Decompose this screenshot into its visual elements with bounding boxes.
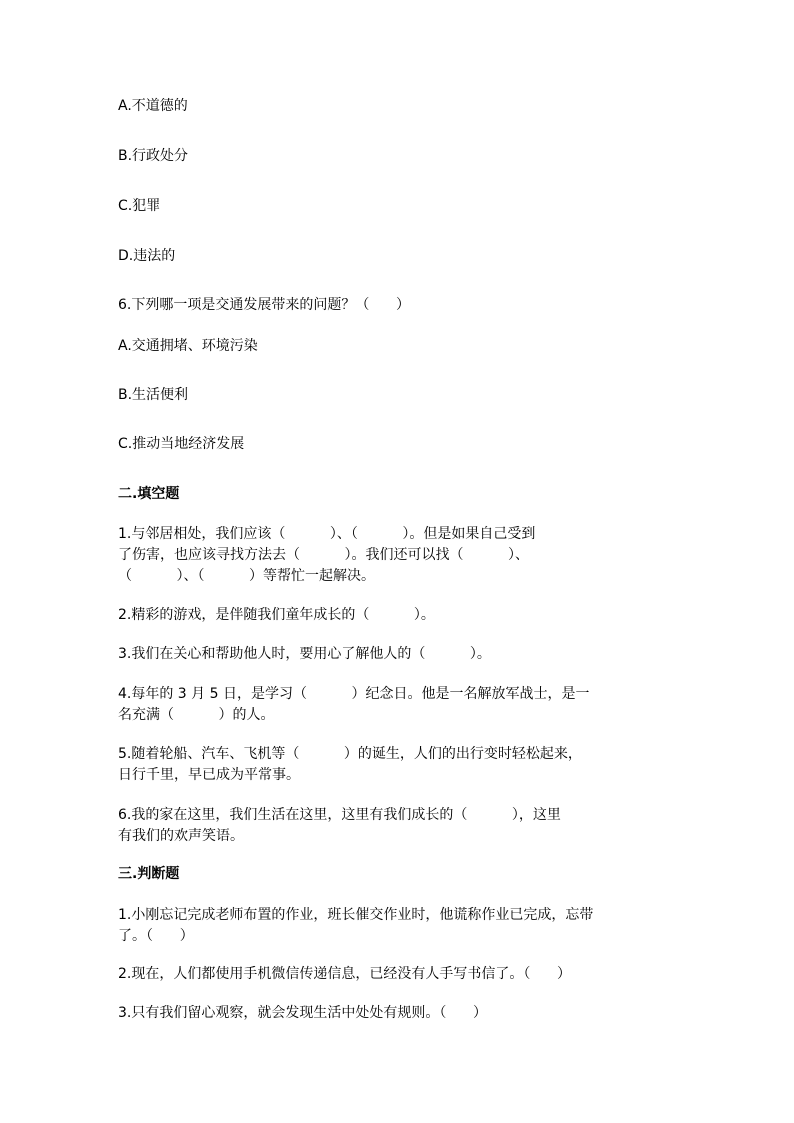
fill-5-line-2: 日行千里，早已成为平常事。	[118, 767, 300, 783]
q5-option-c: C.犯罪	[118, 198, 161, 214]
judge-1-line-2: 了。（ ）	[118, 928, 194, 944]
fill-1-line-2: 了伤害，也应该寻找方法去（ ）。我们还可以找（ ）、	[118, 547, 530, 563]
q6-stem: 6.下列哪一项是交通发展带来的问题？（ ）	[118, 297, 411, 313]
fill-1-line-1: 1.与邻居相处，我们应该（ ）、（ ）。但是如果自己受到	[118, 526, 536, 542]
q6-option-a: A.交通拥堵、环境污染	[118, 338, 258, 354]
judge-3: 3.只有我们留心观察，就会发现生活中处处有规则。（ ）	[118, 1005, 488, 1021]
fill-4-line-2: 名充满（ ）的人。	[118, 707, 275, 723]
q5-option-d: D.违法的	[118, 248, 176, 264]
q6-option-b: B.生活便利	[118, 387, 189, 403]
judge-2: 2.现在，人们都使用手机微信传递信息，已经没有人手写书信了。（ ）	[118, 966, 572, 982]
fill-4-line-1: 4.每年的 3 月 5 日，是学习（ ）纪念日。他是一名解放军战士，是一	[118, 686, 590, 702]
section2-title: 二.填空题	[118, 486, 180, 502]
section3-title: 三.判断题	[118, 866, 180, 882]
fill-6-line-1: 6.我的家在这里，我们生活在这里，这里有我们成长的（ ），这里	[118, 807, 561, 823]
q5-option-a: A.不道德的	[118, 98, 188, 114]
fill-3: 3.我们在关心和帮助他人时，要用心了解他人的（ ）。	[118, 646, 491, 662]
fill-2: 2.精彩的游戏，是伴随我们童年成长的（ ）。	[118, 607, 435, 623]
fill-5-line-1: 5.随着轮船、汽车、飞机等（ ）的诞生，人们的出行变时轻松起来，	[118, 746, 582, 762]
q6-option-c: C.推动当地经济发展	[118, 436, 245, 452]
fill-1-line-3: （ ）、（ ）等帮忙一起解决。	[118, 568, 376, 584]
judge-1-line-1: 1.小刚忘记完成老师布置的作业，班长催交作业时，他谎称作业已完成，忘带	[118, 907, 594, 923]
fill-6-line-2: 有我们的欢声笑语。	[118, 828, 244, 844]
q5-option-b: B.行政处分	[118, 148, 189, 164]
